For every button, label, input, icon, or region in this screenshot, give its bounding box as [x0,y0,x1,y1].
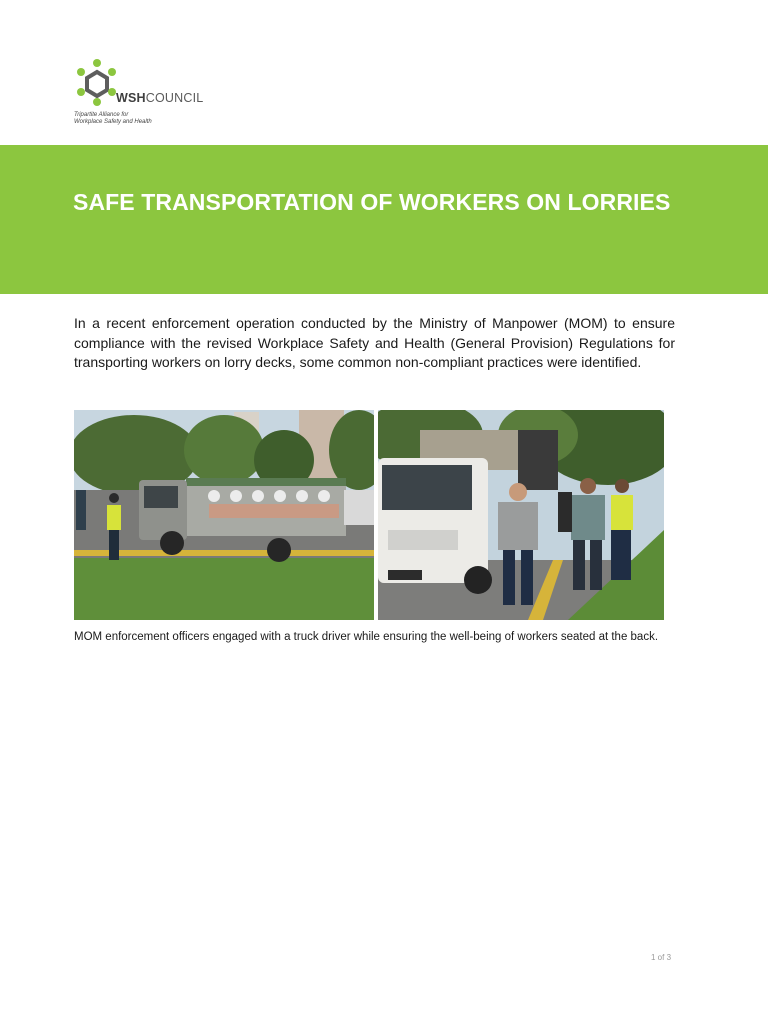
logo-tagline [74,112,152,126]
logo-tagline-line2: Workplace Safety and Health [74,119,152,125]
logo-wordmark [116,91,203,105]
driver-check-image [378,410,664,620]
title-banner [0,145,768,294]
wsh-council-logo [74,58,224,130]
photo-driver-check [378,410,664,620]
photo-lorry-inspection [74,410,374,620]
page-number: 1 of 3 [651,953,672,962]
intro-paragraph: In a recent enforcement operation conducted by the Ministry of Manpower (MOM) to ensure compliance with the revised Workplace Safety and Health (General Provision) Regulations for transporting workers on lorry decks, some common non-compliant practices were identified. [74,315,675,370]
logo-tagline-line1: Tripartite Alliance for [74,112,129,118]
lorry-inspection-image [74,410,374,620]
logo-word-bold: WSH [116,91,146,105]
wsh-logo-icon [74,58,116,106]
logo-word-light: COUNCIL [145,91,204,105]
photo-caption: MOM enforcement officers engaged with a truck driver while ensuring the well-being of workers seated at the back. [74,631,659,643]
page-title: SAFE TRANSPORTATION OF WORKERS ON LORRIES [73,189,671,215]
